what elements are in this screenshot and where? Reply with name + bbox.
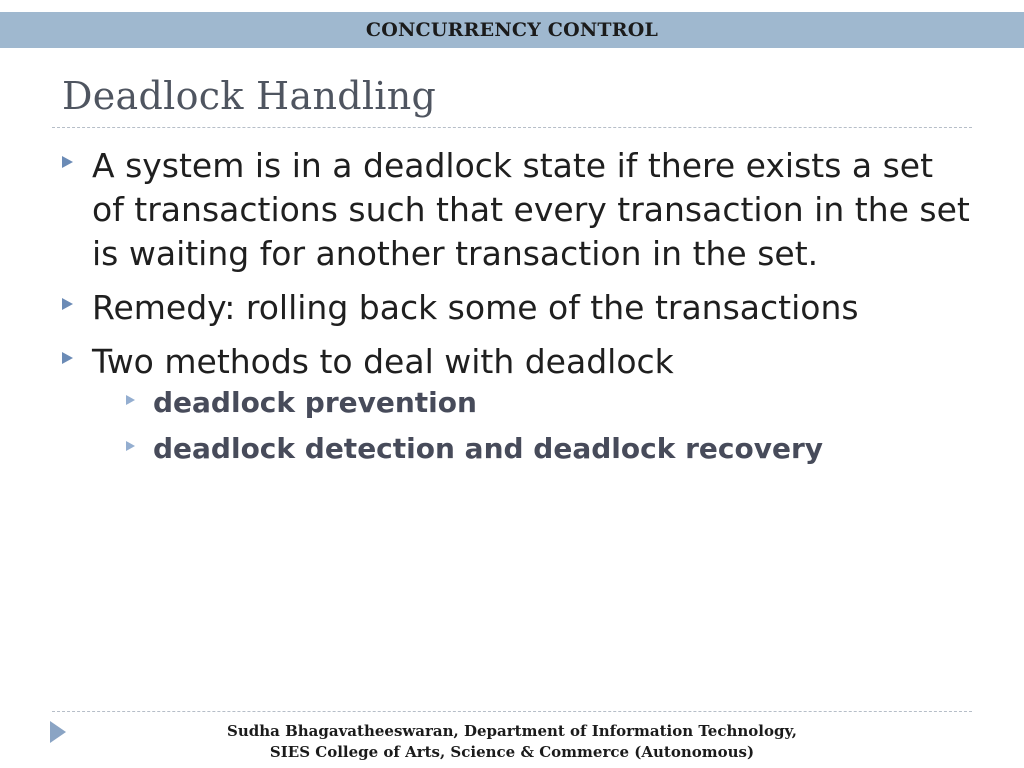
bullet-item: [62, 340, 972, 468]
footer-line-2: SIES College of Arts, Science & Commerce (Autonomous): [269, 743, 755, 761]
footer-line-1: Sudha Bhagavatheeswaran, Department of Information Technology,: [227, 722, 797, 740]
triangle-bullet-icon: [62, 298, 73, 310]
bullet-item: [62, 286, 972, 330]
sub-bullet-item: [122, 430, 972, 468]
slide-title: Deadlock Handling: [62, 74, 437, 118]
footer: [0, 721, 1024, 763]
header-title: CONCURRENCY CONTROL: [365, 19, 659, 41]
footer-divider: [52, 711, 972, 712]
title-divider: [52, 127, 972, 128]
bullet-item: [62, 144, 972, 276]
header-bar: [0, 12, 1024, 48]
triangle-bullet-icon: [62, 156, 73, 168]
sub-bullet-text: deadlock prevention: [153, 386, 477, 419]
sub-bullet-text: deadlock detection and deadlock recovery: [153, 432, 824, 465]
bullet-text: Two methods to deal with deadlock: [92, 342, 674, 381]
sub-bullet-item: [122, 384, 972, 422]
sub-bullet-list: [122, 384, 972, 468]
bullet-list: [62, 144, 972, 478]
bullet-text: Remedy: rolling back some of the transactions: [92, 288, 859, 327]
triangle-bullet-icon: [62, 352, 73, 364]
small-triangle-bullet-icon: [126, 441, 135, 451]
small-triangle-bullet-icon: [126, 395, 135, 405]
bullet-text: A system is in a deadlock state if there exists a set of transactions such that every transaction in the set is waiting for another transaction in the set.: [92, 146, 970, 273]
